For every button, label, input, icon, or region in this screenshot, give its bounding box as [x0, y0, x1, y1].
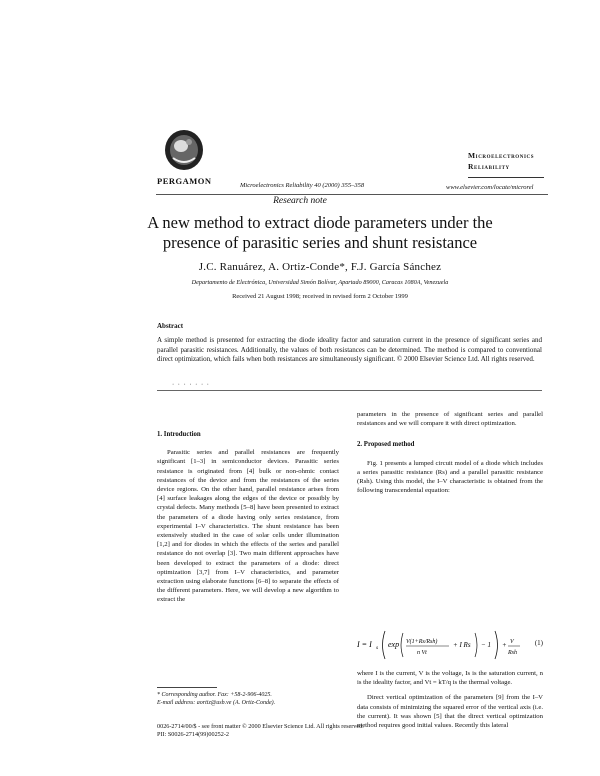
method-paragraph-3: Direct vertical optimization of the parameters [9] from the I–V data consists of minimizing the squared error of the vertical axis (i.e. the current). It was shown [5] that the direct vertical optimization method requires good initial values. Recently this lateral — [357, 694, 543, 730]
received-dates: Received 21 August 1998; received in revised form 2 October 1999 — [232, 293, 408, 300]
svg-text:s: s — [376, 645, 379, 651]
svg-text:V(1+Rs/Rsh): V(1+Rs/Rsh) — [406, 639, 438, 645]
continued-paragraph: parameters in the presence of significant series and parallel resistances and we will compare it with direct optimization. — [357, 411, 543, 428]
svg-text:V: V — [510, 639, 514, 645]
svg-text:− 1: − 1 — [481, 641, 491, 649]
left-column — [157, 430, 339, 611]
pii-line: PII: S0026-2714(99)00252-2 — [157, 731, 230, 738]
svg-text:I = I: I = I — [357, 640, 372, 649]
author-affiliation: Departamento de Electrónica, Universidad Simón Bolívar, Apartado 89000, Caracas 1080A, Venezuela — [191, 279, 449, 286]
method-paragraph-2: where I is the current, V is the voltage, Is is the saturation current, n is the ideality factor, and Vt = kT/q is the thermal voltage. — [357, 670, 543, 687]
journal-rule — [468, 177, 544, 178]
journal-name-line2: Reliability — [468, 162, 510, 171]
section-heading-method: 2. Proposed method — [357, 441, 415, 449]
article-type: Research note — [273, 196, 327, 206]
equation-1-graphic — [357, 625, 543, 665]
journal-citation: Microelectronics Reliability 40 (2000) 355–358 — [240, 182, 365, 189]
svg-text:exp: exp — [388, 640, 400, 649]
journal-website: www.elsevier.com/locate/microrel — [446, 184, 534, 191]
intro-paragraph: Parasitic series and parallel resistances are frequently significant [1–3] in semiconductor devices. Parasitic series resistance is originated from [4] bulk or non-ohmic contact resistances of the device and from the resistances of the series device regions. On the other hand, parallel resistance arises from [4] surface leakages along the edges of the device or possibly by crystal defects. Many methods [5–8] have been presented to extract the parameters of a diode having only series resistance, from experimental I–V characteristics. The shunt resistance has been extensively studied in the case of solar cells under illumination [1,2] and for diodes in which the effects of the series and parallel resistance do not overlap [3]. Two main different approaches have been developed to extract the parameters of a diode: direct optimization [3,7] from I–V characteristics, and parameter extraction using elaborate functions [6–8] to separate the effects of the different parameters. Here, we will develop a new algorithm to extract the — [157, 449, 339, 604]
equation-number: (1) — [534, 639, 543, 647]
section-heading-introduction: 1. Introduction — [157, 431, 201, 438]
svg-text:n Vt: n Vt — [417, 650, 427, 656]
copyright-block — [157, 723, 547, 739]
right-column — [357, 410, 543, 501]
article-title: A new method to extract diode parameters under the presence of parasitic series and shunt resistance — [147, 213, 493, 252]
equation-1 — [357, 625, 543, 665]
publisher-name: PERGAMON — [157, 176, 212, 186]
method-paragraph-1: Fig. 1 presents a lumped circuit model of a diode which includes a series parasitic resistance (Rs) and a parallel parasitic resistance (Rsh). Using this model, the I–V characteristic is obtained from the following transcendental equation: — [357, 459, 543, 495]
journal-name — [468, 150, 550, 172]
article-authors: J.C. Ranuárez, A. Ortiz-Conde*, F.J. García Sánchez — [198, 261, 442, 273]
journal-name-line1: Microelectronics — [468, 151, 535, 160]
header-divider — [156, 194, 548, 195]
abstract-text: A simple method is presented for extracting the diode ideality factor and saturation current in the presence of significant series and parallel parasitic resistances. Additionally, the values of both resistances can be determined. The method is compared to conventional direct optimization, which fails when both resistances are simultaneously significant. © 2000 Elsevier Science Ltd. All rights reserved. — [157, 336, 542, 364]
footnote-email: E-mail address: aortiz@usb.ve (A. Ortiz-Conde). — [157, 700, 276, 706]
svg-text:Rsh: Rsh — [508, 650, 517, 656]
footnote-divider — [157, 687, 217, 688]
copyright-line: 0026-2714/00/$ - see front matter © 2000 Elsevier Science Ltd. All rights reserved. — [157, 723, 364, 730]
footnote-corresponding: * Corresponding author. Fax: +58-2-906-4025. — [157, 692, 272, 698]
publisher-logo — [163, 128, 205, 172]
abstract-marker: · · · · · · · — [172, 381, 210, 388]
abstract-heading: Abstract — [157, 322, 184, 330]
svg-text:+: + — [502, 641, 507, 649]
footnote — [157, 691, 342, 707]
abstract-divider — [157, 390, 542, 391]
svg-text:+ I Rs: + I Rs — [453, 641, 471, 649]
